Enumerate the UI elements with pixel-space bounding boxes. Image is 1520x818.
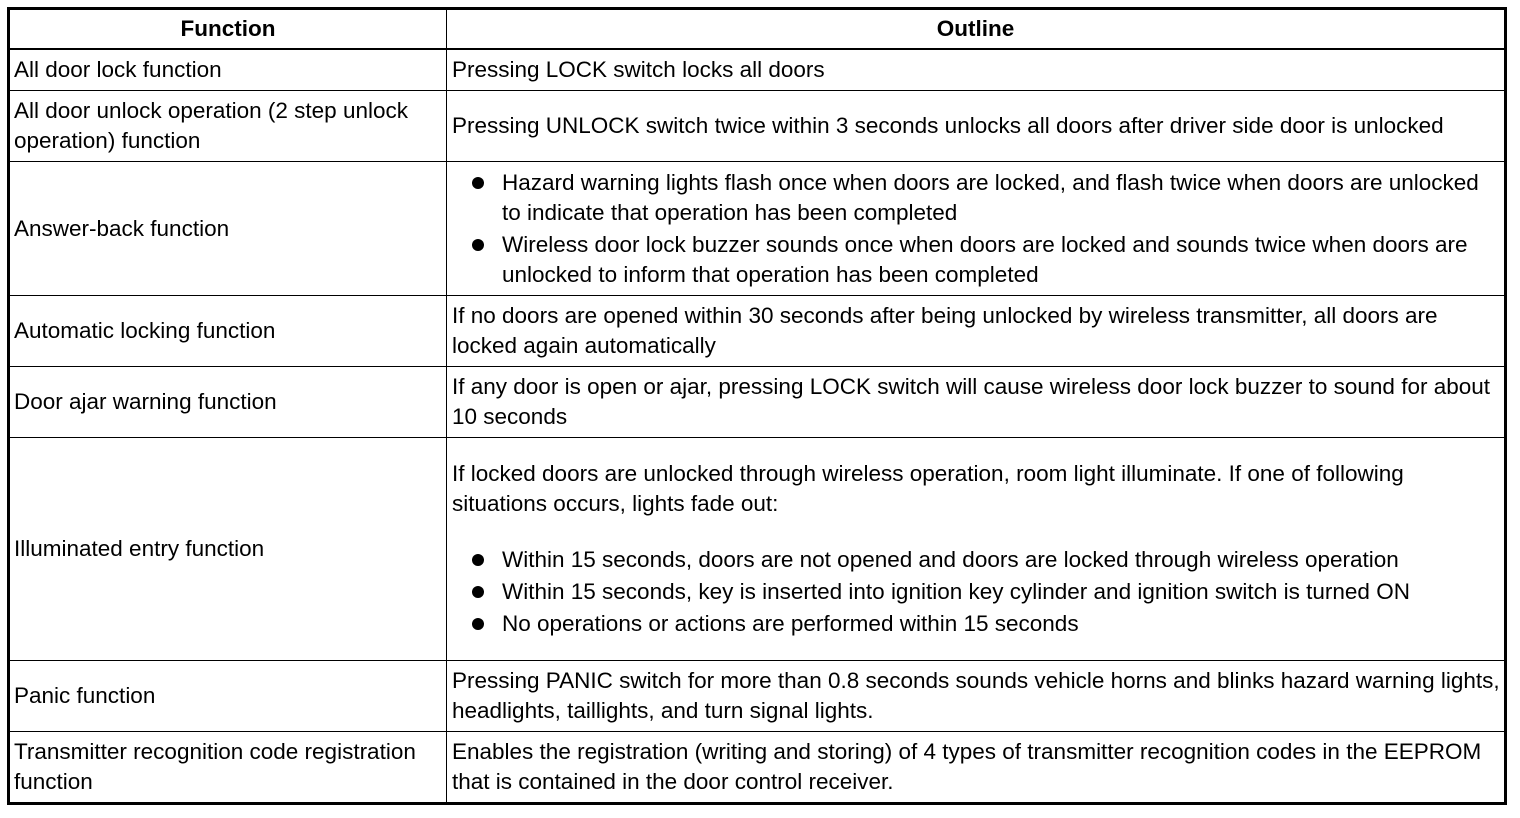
list-item	[452, 545, 1502, 575]
list-item	[452, 230, 1502, 290]
table-row	[9, 49, 1506, 91]
list-item-text: Wireless door lock buzzer sounds once when doors are locked and sounds twice when doors are unlocked to inform that operation has been completed	[502, 231, 1468, 287]
list-item	[452, 577, 1502, 607]
list-item-text: Hazard warning lights flash once when doors are locked, and flash twice when doors are unlocked to indicate that operation has been completed	[502, 169, 1479, 225]
function-cell: Illuminated entry function	[9, 438, 447, 661]
table-row	[9, 367, 1506, 438]
outline-cell: If no doors are opened within 30 seconds after being unlocked by wireless transmitter, all doors are locked again automatically	[447, 296, 1506, 367]
outline-cell: Pressing PANIC switch for more than 0.8 seconds sounds vehicle horns and blinks hazard warning lights, headlights, taillights, and turn signal lights.	[447, 661, 1506, 732]
table-row	[9, 438, 1506, 661]
table-row	[9, 296, 1506, 367]
bullet-list	[452, 168, 1502, 290]
list-item	[452, 609, 1502, 639]
function-cell: All door lock function	[9, 49, 447, 91]
function-cell: All door unlock operation (2 step unlock operation) function	[9, 91, 447, 162]
header-row	[9, 9, 1506, 50]
list-item-text: Within 15 seconds, key is inserted into ignition key cylinder and ignition switch is turned ON	[502, 579, 1410, 604]
list-item	[452, 168, 1502, 228]
table-row	[9, 91, 1506, 162]
table-row	[9, 162, 1506, 296]
list-item-text: No operations or actions are performed within 15 seconds	[502, 611, 1079, 636]
function-outline-table	[7, 7, 1507, 805]
table-row	[9, 732, 1506, 804]
bullet-icon	[472, 239, 484, 251]
outline-intro-text: If locked doors are unlocked through wireless operation, room light illuminate. If one of following situations occurs, lights fade out:	[452, 461, 1404, 516]
outline-cell: Enables the registration (writing and storing) of 4 types of transmitter recognition codes in the EEPROM that is contained in the door control receiver.	[447, 732, 1506, 804]
bullet-icon	[472, 177, 484, 189]
function-cell: Automatic locking function	[9, 296, 447, 367]
outline-cell: Pressing UNLOCK switch twice within 3 seconds unlocks all doors after driver side door is unlocked	[447, 91, 1506, 162]
bullet-icon	[472, 618, 484, 630]
function-cell: Door ajar warning function	[9, 367, 447, 438]
outline-column-header: Outline	[447, 9, 1506, 50]
outline-cell: Pressing LOCK switch locks all doors	[447, 49, 1506, 91]
outline-cell	[447, 162, 1506, 296]
bullet-icon	[472, 554, 484, 566]
bullet-list	[452, 545, 1502, 639]
table-row	[9, 661, 1506, 732]
outline-cell	[447, 438, 1506, 661]
list-item-text: Within 15 seconds, doors are not opened and doors are locked through wireless operation	[502, 547, 1399, 572]
function-cell: Panic function	[9, 661, 447, 732]
function-column-header: Function	[9, 9, 447, 50]
outline-cell: If any door is open or ajar, pressing LOCK switch will cause wireless door lock buzzer to sound for about 10 seconds	[447, 367, 1506, 438]
bullet-icon	[472, 586, 484, 598]
function-cell: Transmitter recognition code registration function	[9, 732, 447, 804]
function-cell: Answer-back function	[9, 162, 447, 296]
